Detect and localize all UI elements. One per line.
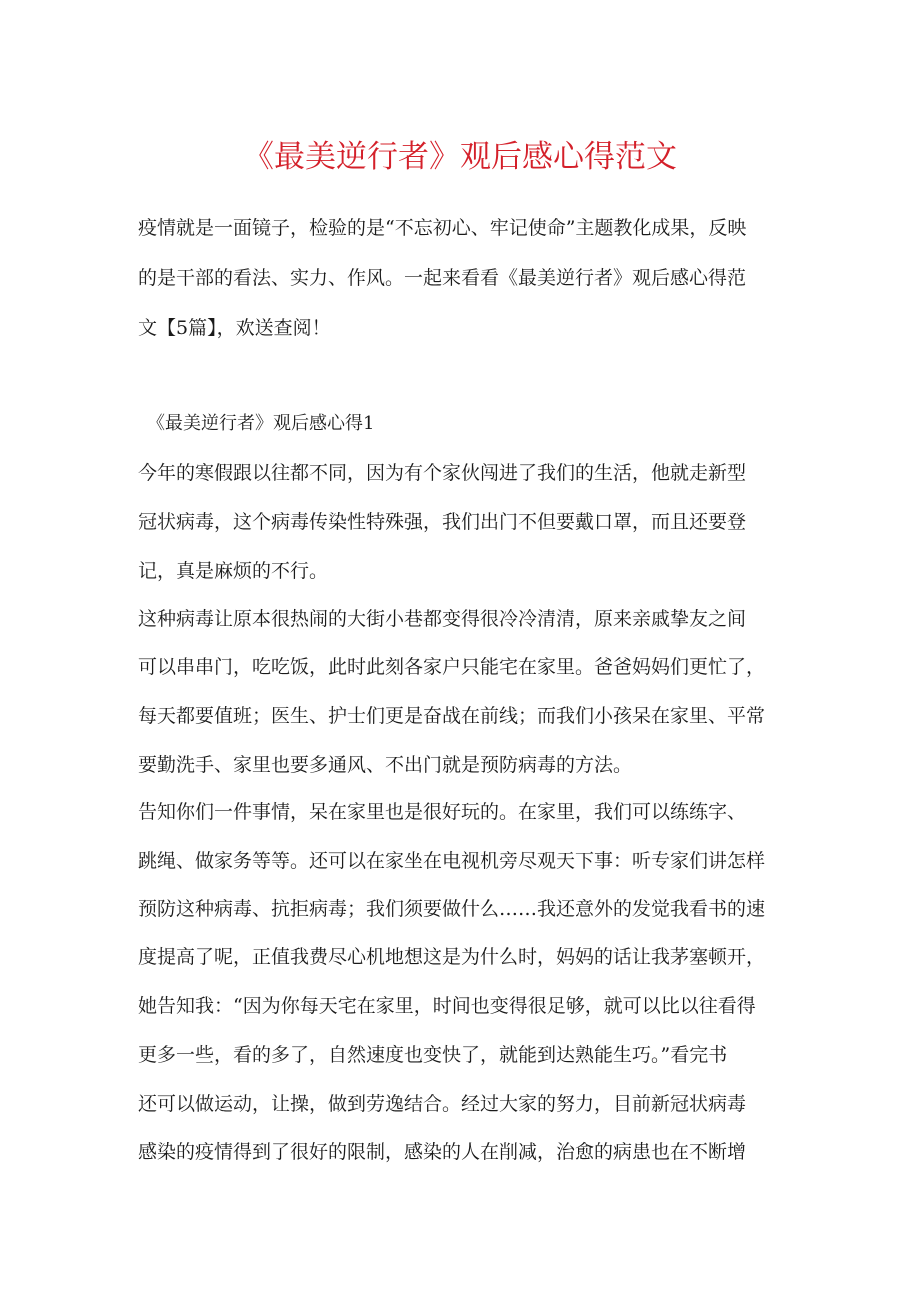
body-line: 还可以做运动，让操，做到劳逸结合。经过大家的努力，目前新冠状病毒: [138, 1093, 747, 1115]
body-line: 今年的寒假跟以往都不同，因为有个家伙闯进了我们的生活，他就走新型: [138, 462, 747, 484]
body-line: 记，真是麻烦的不行。: [138, 560, 329, 582]
intro-line: 疫情就是一面镜子，检验的是“不忘初心、牢记使命”主题教化成果，反映: [138, 217, 747, 239]
body-line: 冠状病毒，这个病毒传染性特殊强，我们出门不但要戴口罩，而且还要登: [138, 511, 747, 533]
intro-line: 的是干部的看法、实力、作风。一起来看看《最美逆行者》观后感心得范: [138, 267, 747, 289]
body-line: 每天都要值班；医生、护士们更是奋战在前线；而我们小孩呆在家里、平常: [138, 705, 766, 727]
body-line: 感染的疫情得到了很好的限制，感染的人在削减，治愈的病患也在不断增: [138, 1141, 747, 1163]
section-heading: 《最美逆行者》观后感心得1: [147, 413, 375, 434]
body-line: 要勤洗手、家里也要多通风、不出门就是预防病毒的方法。: [138, 754, 633, 776]
body-line: 跳绳、做家务等等。还可以在家坐在电视机旁尽观天下事：听专家们讲怎样: [138, 850, 766, 872]
body-line: 可以串串门，吃吃饭，此时此刻各家户只能宅在家里。爸爸妈妈们更忙了，: [138, 656, 766, 678]
body-line: 预防这种病毒、抗拒病毒；我们须要做什么……我还意外的发觉我看书的速: [138, 898, 766, 920]
body-line: 度提高了呢，正值我费尽心机地想这是为什么时，妈妈的话让我茅塞顿开，: [138, 946, 766, 968]
document-title: 《最美逆行者》观后感心得范文: [243, 139, 677, 175]
intro-line: 文【5篇】，欢送查阅！: [138, 317, 331, 339]
body-line: 这种病毒让原本很热闹的大街小巷都变得很冷冷清清，原来亲戚挚友之间: [138, 608, 747, 630]
body-line: 告知你们一件事情，呆在家里也是很好玩的。在家里，我们可以练练字、: [138, 801, 747, 823]
body-line: 更多一些，看的多了，自然速度也变快了，就能到达熟能生巧。”看完书: [138, 1044, 728, 1066]
body-line: 她告知我：“因为你每天宅在家里，时间也变得很足够，就可以比以往看得: [138, 995, 756, 1017]
